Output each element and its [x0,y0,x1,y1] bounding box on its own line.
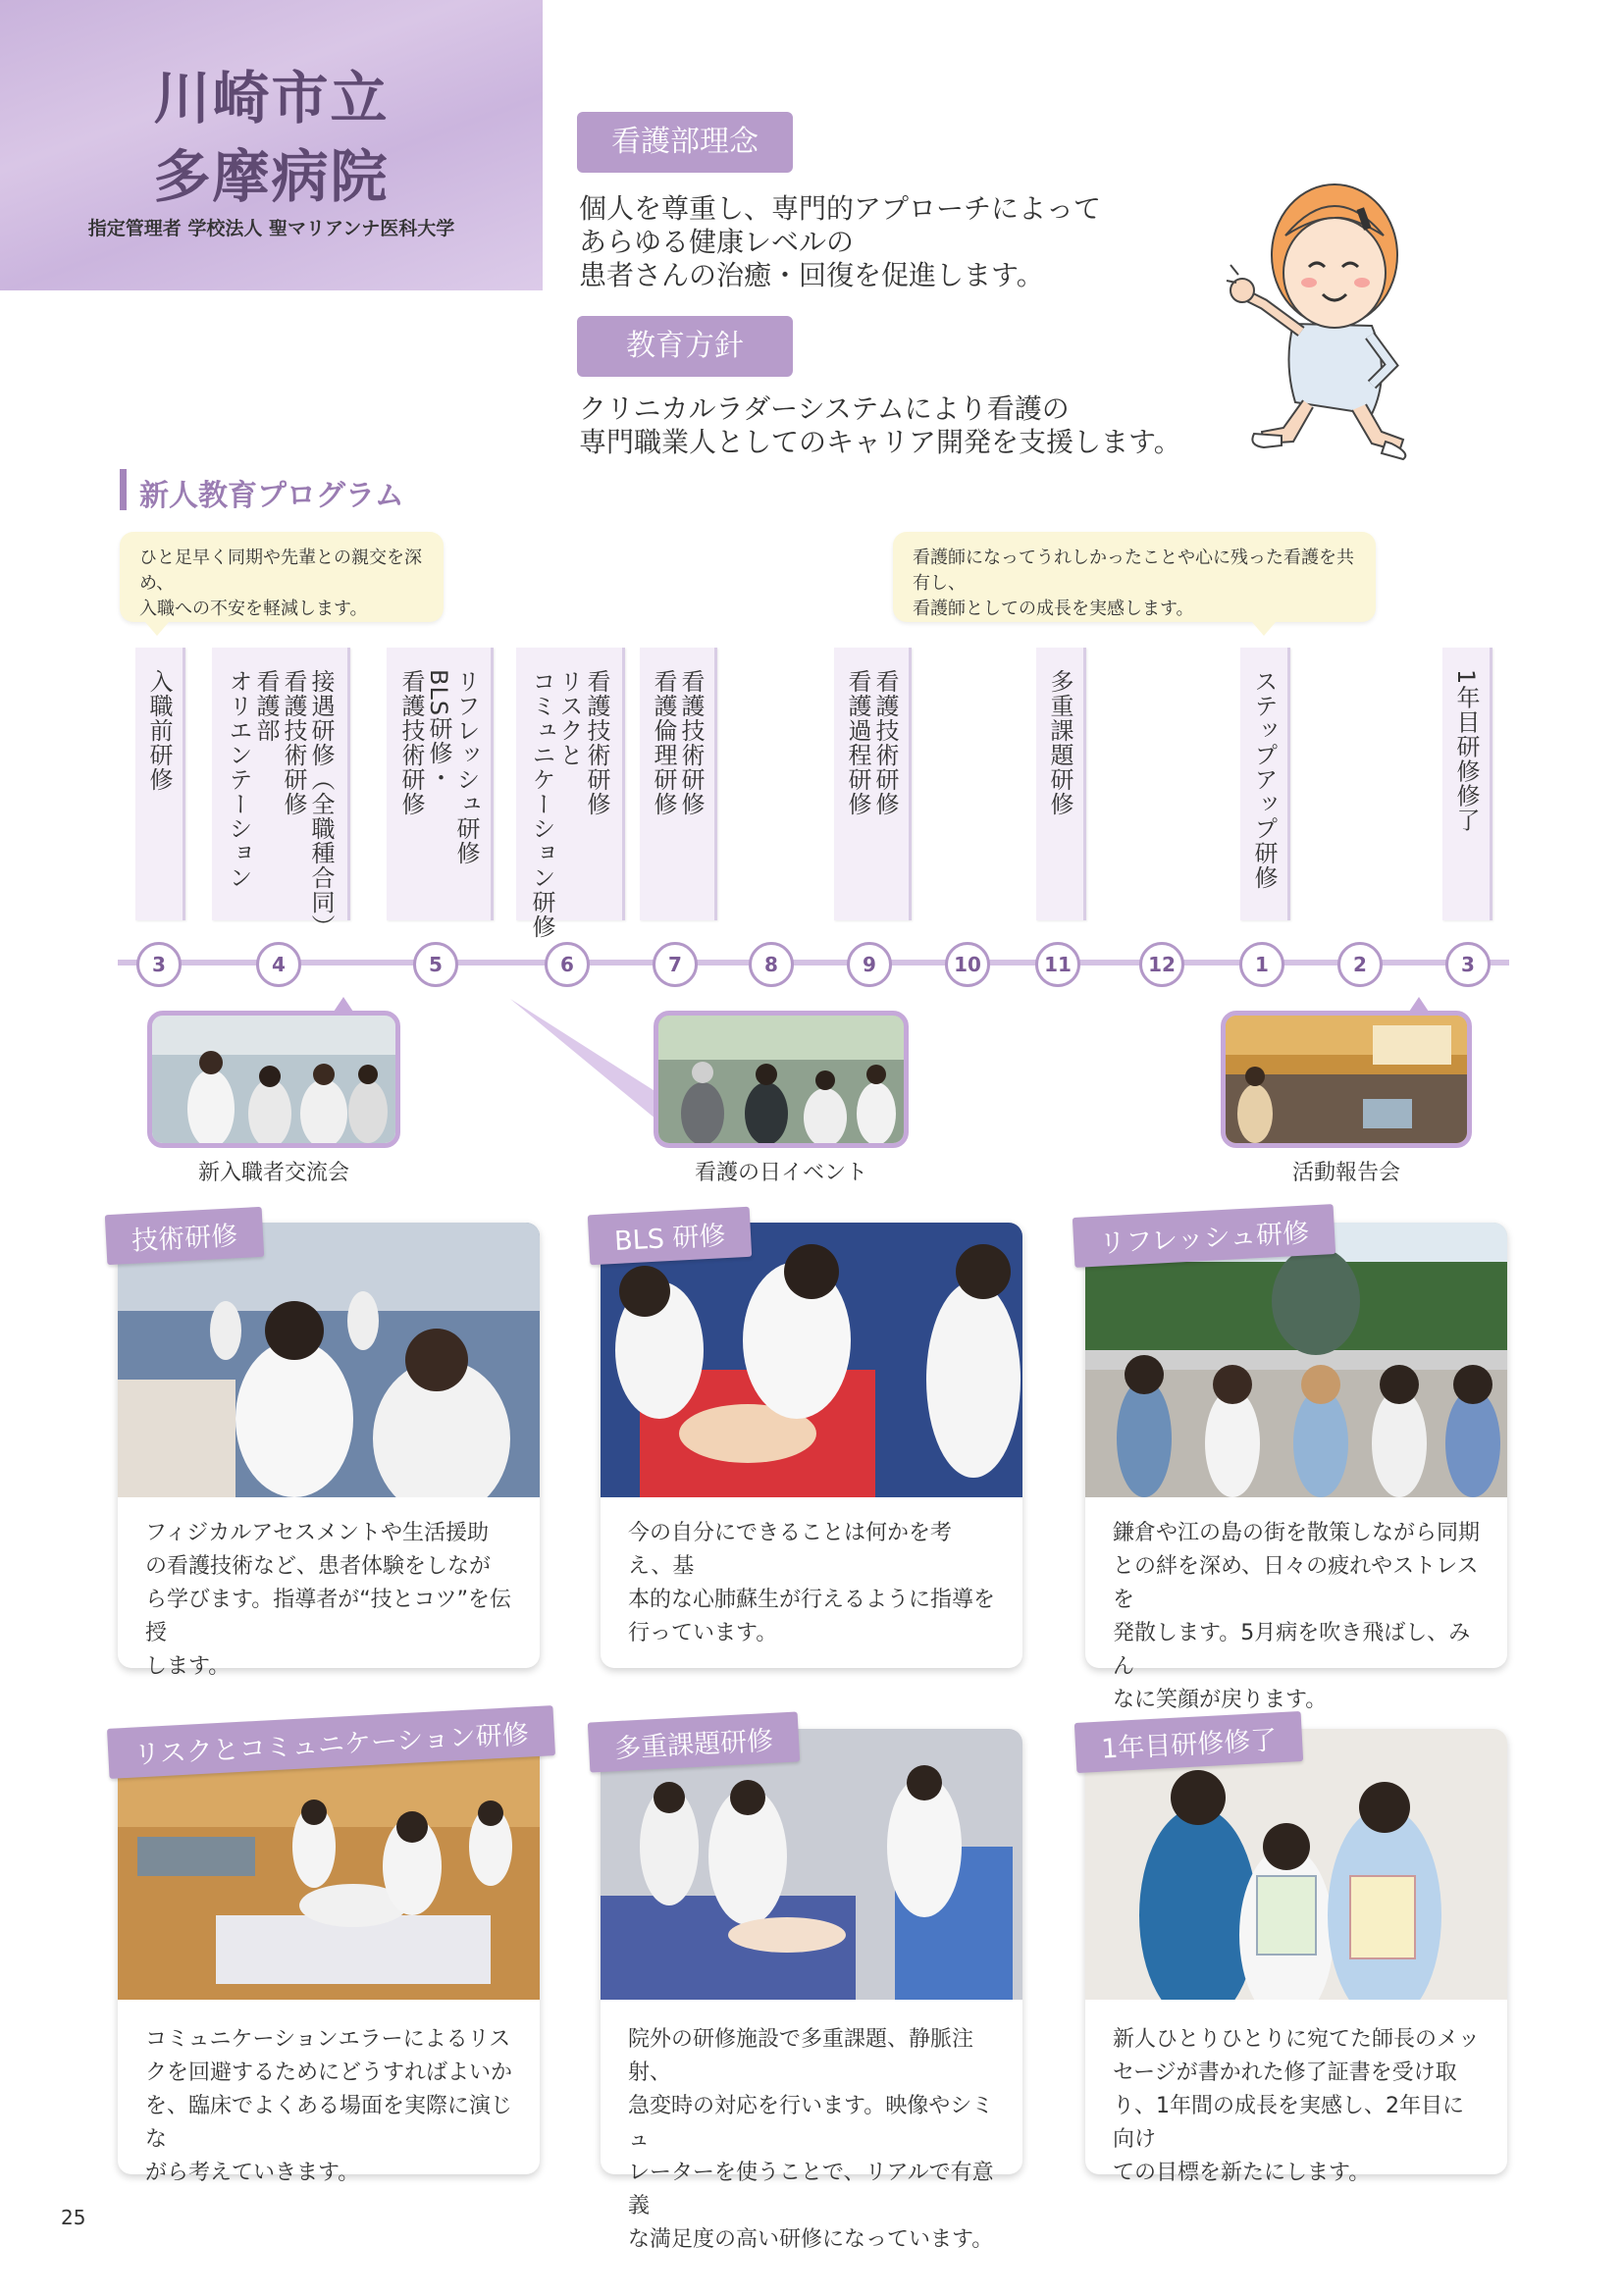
philosophy-line: あらゆる健康レベルの [579,226,855,258]
program-column-text: 入職前研修 [145,669,173,792]
month-marker: 12 [1139,942,1184,987]
training-line: 鎌倉や江の島の街を散策しながら同期 [1113,1521,1481,1545]
hospital-name-line1: 川崎市立 [153,65,390,131]
training-line: な満足度の高い研修になっています。 [628,2227,994,2252]
bubble-left-line: ひと足早く同期や先輩との親交を深め、 [139,548,422,594]
photo-image [118,1223,540,1497]
philosophy-tag: 看護部理念 [577,112,793,173]
training-line: コミュニケーションエラーによるリス [145,2027,511,2052]
training-line: クを回避するためにどうすればよいか [145,2061,513,2085]
policy-tag: 教育方針 [577,316,793,377]
program-column-text: 看護技術研修 [871,669,899,816]
program-column-text: リスクと [555,669,583,767]
training-tag: 1年目研修修了 [1074,1711,1304,1773]
photo-image [1226,1016,1467,1143]
training-line: レーターを使うことで、リアルで有意義 [628,2161,994,2218]
training-line: フィジカルアセスメントや生活援助 [145,1521,490,1545]
training-line: 本的な心肺蘇生が行えるように指導を [628,1588,996,1612]
month-marker: 10 [945,942,990,987]
event-photo-nursing-day [654,1011,909,1148]
training-tag: リフレッシュ研修 [1073,1204,1335,1268]
month-marker: 3 [1445,942,1491,987]
photo-image [658,1016,904,1143]
program-column-text: 看護技術研修 [280,669,307,816]
month-marker: 11 [1035,942,1080,987]
photo-image [1085,1223,1507,1497]
program-column-text: 多重課題研修 [1046,669,1073,816]
event-photo-activity-report [1221,1011,1472,1148]
training-line: 今の自分にできることは何かを考え、基 [628,1521,953,1579]
program-title: 新人教育プログラム [139,479,404,513]
program-column-text: リフレッシュ研修 [452,669,480,865]
program-column-text: コミュニケーション研修 [528,669,555,939]
program-column-text: 1年目研修修了 [1452,669,1480,833]
program-column-text: ステップアップ研修 [1250,669,1278,890]
month-marker: 7 [653,942,698,987]
month-marker: 5 [413,942,458,987]
training-tag: 多重課題研修 [588,1711,800,1772]
training-photo [601,1223,1022,1497]
photo-image [1085,1729,1507,2000]
philosophy-line: 個人を尊重し、専門的アプローチによって [579,192,1102,225]
program-column-text: オリエンテーション [225,669,252,890]
training-description [601,1497,1022,1650]
month-marker: 8 [749,942,794,987]
training-description [118,1497,540,1684]
training-photo [601,1729,1022,2000]
training-card [118,1729,540,2185]
policy-line: 専門職業人としてのキャリア開発を支援します。 [579,426,1181,458]
philosophy-line: 患者さんの治癒・回復を促進します。 [579,259,1044,291]
bubble-right-line: 看護師としての成長を実感します。 [913,599,1194,619]
training-line: 行っています。 [628,1621,778,1645]
photo-image [601,1729,1022,2000]
training-description [1085,1497,1507,1717]
program-column-text: 看護部 [252,669,280,743]
training-line: セージが書かれた修了証書を受け取 [1113,2061,1457,2085]
month-marker: 4 [256,942,301,987]
program-column-text: 看護技術研修 [397,669,425,816]
training-photo [1085,1223,1507,1497]
training-tag: 技術研修 [105,1207,264,1265]
training-line: 新人ひとりひとりに宛てた師長のメッ [1113,2027,1481,2052]
month-marker: 1 [1239,942,1284,987]
bubble-right-line: 看護師になってうれしかったことや心に残った看護を共有し、 [913,548,1354,594]
training-line: の看護技術など、患者体験をしなが [145,1554,492,1579]
training-description [1085,2000,1507,2190]
event-caption: 新入職者交流会 [197,1161,349,1185]
training-description [601,2000,1022,2257]
program-column-text: 接遇研修（全職種合同） [307,669,335,939]
training-line: します。 [145,1654,231,1679]
program-column-text: 看護過程研修 [844,669,871,816]
training-card [601,1729,1022,2252]
month-marker: 2 [1337,942,1383,987]
event-caption: 看護の日イベント [694,1161,867,1185]
training-line: がら考えていきます。 [145,2161,360,2185]
training-card [118,1223,540,1679]
program-column-text: 看護技術研修 [583,669,610,816]
training-photo [118,1223,540,1497]
hospital-name-line2: 多摩病院 [153,143,390,210]
training-line: ら学びます。指導者が“技とコツ”を伝授 [145,1588,512,1645]
month-marker: 6 [545,942,590,987]
training-card [1085,1729,1507,2185]
training-line: なに笑顔が戻ります。 [1113,1688,1328,1712]
bubble-left-line: 入職への不安を軽減します。 [139,599,368,619]
training-line: ての目標を新たにします。 [1113,2161,1371,2185]
program-column-text: 看護技術研修 [677,669,705,816]
event-caption: 活動報告会 [1291,1161,1400,1185]
training-tag: リスクとコミュニケーション研修 [107,1705,555,1779]
training-tag: BLS 研修 [588,1207,753,1266]
month-marker: 9 [847,942,892,987]
training-description [118,2000,540,2190]
month-marker: 3 [136,942,182,987]
photo-image [152,1016,395,1143]
photo-image [601,1223,1022,1497]
program-column-text: 看護倫理研修 [650,669,677,816]
training-line: り、1年間の成長を実感し、2年目に向け [1113,2094,1464,2152]
policy-line: クリニカルラダーシステムにより看護の [579,392,1070,425]
training-photo [1085,1729,1507,2000]
page-number: 25 [61,2206,86,2229]
training-line: との絆を深め、日々の疲れやストレスを [1113,1554,1479,1612]
training-line: 発散します。5月病を吹き飛ばし、みん [1113,1621,1471,1679]
training-line: を、臨床でよくある場面を実際に演じな [145,2094,513,2152]
training-card [1085,1223,1507,1712]
training-line: 院外の研修施設で多重課題、静脈注射、 [628,2027,974,2085]
training-line: 急変時の対応を行います。映像やシミュ [628,2094,994,2152]
event-photo-newcomers [147,1011,400,1148]
program-column-text: BLS研修・ [425,669,452,791]
hospital-operator: 指定管理者 学校法人 聖マリアンナ医科大学 [87,218,455,239]
training-card [601,1223,1022,1668]
